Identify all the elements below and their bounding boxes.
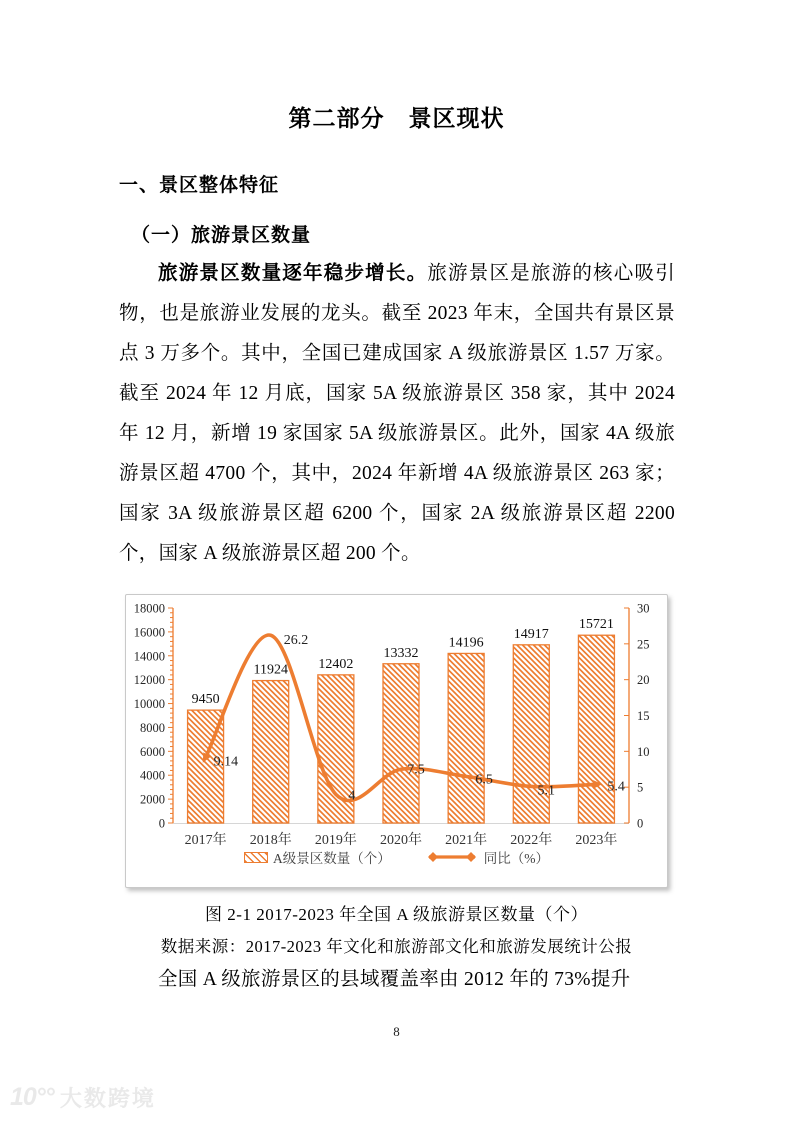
right-axis xyxy=(624,602,650,831)
svg-text:2020年: 2020年 xyxy=(380,833,422,848)
line-series-marker-icon xyxy=(425,851,479,863)
svg-text:2017年: 2017年 xyxy=(184,833,227,848)
paragraph-text: 旅游景区是旅游的核心吸引物，也是旅游业发展的龙头。截至 2023 年末，全国共有景区景点 3 万多个。其中，全国已建成国家 A 级旅游景区 1.57 万家。截至 2024 年 12 月底，国家 5A 级旅游景区 358 家，其中 2024 年 12 月，新增 19 家国家 5A 级旅游景区。此外，国家 4A 级旅游景区超 4700 个，其中，2024 年新增 4A 级旅游景区 263 家；国家 3A 级旅游景区超 6200 个，国家 2A 级旅游景区超 2200 个，国家 A 级旅游景区超 200 个。 xyxy=(119,263,675,564)
svg-text:2023年: 2023年 xyxy=(575,833,618,848)
svg-text:2019年: 2019年 xyxy=(314,833,357,848)
svg-text:2022年: 2022年 xyxy=(510,833,553,848)
svg-text:6000: 6000 xyxy=(140,744,165,759)
line-series-label: 同比（%） xyxy=(483,851,549,866)
left-axis xyxy=(134,602,173,831)
body-paragraph xyxy=(119,254,675,574)
svg-text:5.4: 5.4 xyxy=(607,779,625,795)
combo-chart-svg xyxy=(126,595,665,885)
chart-legend xyxy=(126,847,667,867)
page-title: 第二部分 景区现状 xyxy=(288,106,505,131)
legend-item-line-series xyxy=(425,847,549,867)
bar xyxy=(253,681,289,823)
svg-text:2021年: 2021年 xyxy=(445,833,488,848)
svg-text:4: 4 xyxy=(348,788,356,804)
svg-text:11924: 11924 xyxy=(253,662,288,678)
svg-text:15721: 15721 xyxy=(578,617,614,633)
paragraph-lead-bold: 旅游景区数量逐年稳步增长。 xyxy=(158,263,428,284)
svg-text:18000: 18000 xyxy=(133,601,165,616)
figure-caption: 图 2-1 2017-2023 年全国 A 级旅游景区数量（个） xyxy=(205,905,588,924)
section-heading: 一、景区整体特征 xyxy=(119,175,280,196)
svg-text:20: 20 xyxy=(637,673,650,688)
svg-text:14196: 14196 xyxy=(448,635,484,651)
svg-text:10000: 10000 xyxy=(133,697,165,712)
bar xyxy=(383,664,419,823)
bar xyxy=(448,653,484,823)
bar-series-label: A级景区数量（个） xyxy=(273,851,391,866)
legend-item-bar-series xyxy=(244,847,391,867)
svg-text:2018年: 2018年 xyxy=(249,833,292,848)
svg-text:7.5: 7.5 xyxy=(407,762,425,778)
svg-text:16000: 16000 xyxy=(133,625,165,640)
subsection-heading: （一）旅游景区数量 xyxy=(131,225,312,246)
svg-text:12000: 12000 xyxy=(133,673,165,688)
svg-text:4000: 4000 xyxy=(140,768,165,783)
svg-text:30: 30 xyxy=(637,601,650,616)
watermark-logo-icon: 10°° xyxy=(10,1083,54,1111)
svg-text:0: 0 xyxy=(158,816,165,831)
svg-text:5.1: 5.1 xyxy=(537,783,556,799)
svg-text:2000: 2000 xyxy=(140,792,165,807)
svg-text:14917: 14917 xyxy=(513,626,549,642)
svg-text:5: 5 xyxy=(637,780,644,795)
svg-text:0: 0 xyxy=(637,816,644,831)
svg-text:6.5: 6.5 xyxy=(475,772,493,788)
body-paragraph-2: 全国 A 级旅游景区的县域覆盖率由 2012 年的 73%提升 xyxy=(158,969,631,990)
figure-source: 数据来源：2017-2023 年文化和旅游部文化和旅游发展统计公报 xyxy=(160,937,633,956)
svg-text:15: 15 xyxy=(637,709,650,723)
x-axis-labels xyxy=(185,831,618,848)
svg-text:10: 10 xyxy=(637,744,650,759)
svg-text:12402: 12402 xyxy=(318,656,354,672)
watermark xyxy=(10,1082,156,1113)
svg-text:9450: 9450 xyxy=(191,692,220,708)
svg-text:9.14: 9.14 xyxy=(213,754,239,770)
watermark-text: 大数跨境 xyxy=(59,1086,156,1111)
svg-text:26.2: 26.2 xyxy=(283,633,309,649)
svg-text:14000: 14000 xyxy=(133,649,165,664)
page-number: 8 xyxy=(393,1024,400,1039)
svg-text:13332: 13332 xyxy=(383,645,419,661)
figure-chart xyxy=(125,594,668,888)
svg-text:8000: 8000 xyxy=(140,720,165,735)
svg-text:25: 25 xyxy=(637,637,650,652)
bar xyxy=(578,635,614,823)
bar-series-swatch-icon xyxy=(244,852,268,863)
